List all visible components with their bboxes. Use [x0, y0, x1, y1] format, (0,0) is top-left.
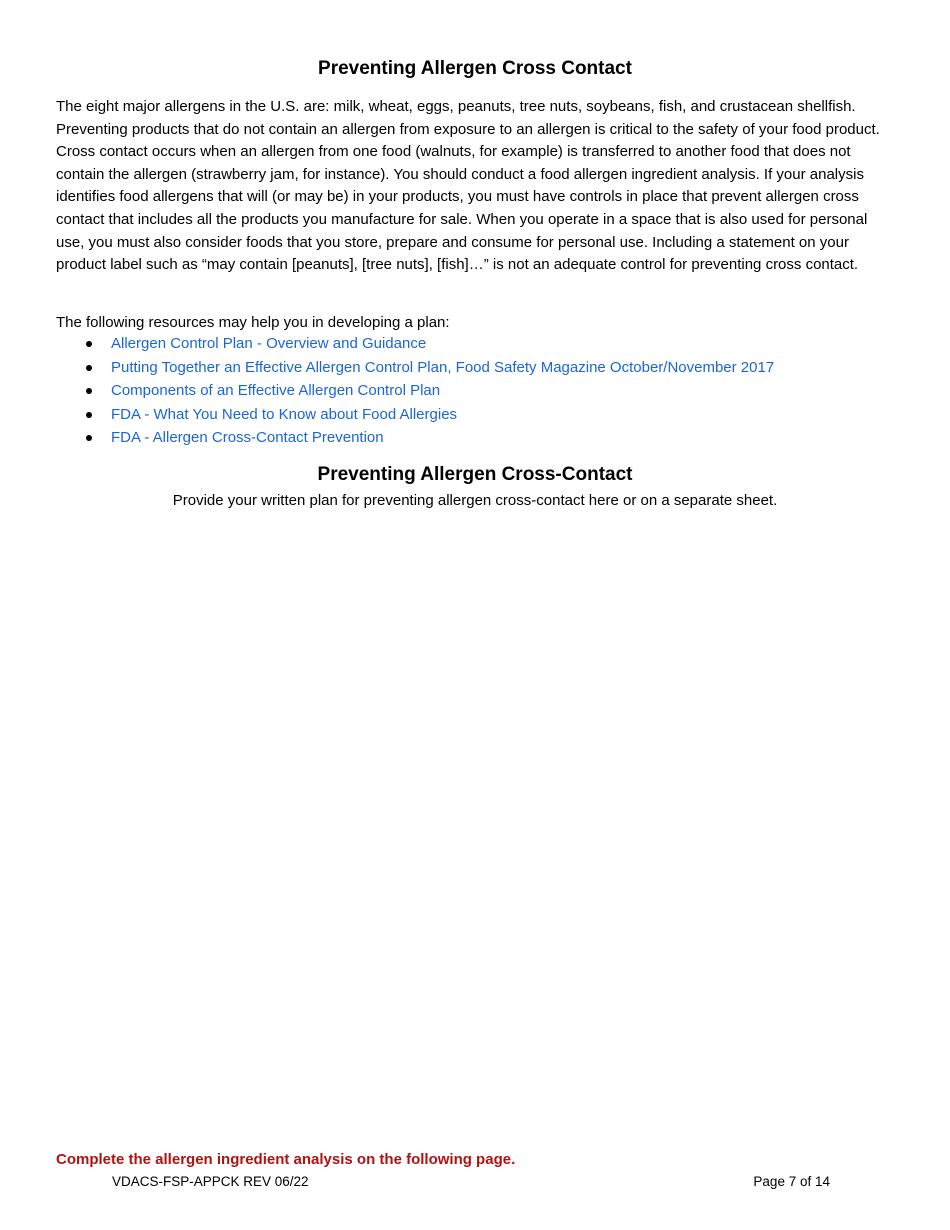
bullet-icon — [86, 365, 92, 371]
page-number: Page 7 of 14 — [753, 1174, 830, 1189]
resource-link-fda-food-allergies[interactable]: FDA - What You Need to Know about Food Allergies — [111, 405, 458, 423]
intro-paragraph: The eight major allergens in the U.S. are: milk, wheat, eggs, peanuts, tree nuts, soybeans, fish, and crustacean shellfish. Preventing products that do not contain an allergen from exposure to an allergen is critical to the safety of your food product. Cross contact occurs when an allergen from one food (walnuts, for example) is transferred to another food that does not contain the allergen (strawberry jam, for instance). You should conduct a food allergen ingredient analysis. If your analysis identifies food allergens that will (or may be) in your products, you must have controls in place that prevent allergen cross contact that includes all the products you manufacture for sale. When you operate in a space that is also used for personal use, you must also consider foods that you store, prepare and consume for personal use. Including a statement on your product label such as “may contain [peanuts], [tree nuts], [fish]…” is not an adequate control for preventing cross contact. — [56, 98, 880, 274]
footer-note: Complete the allergen ingredient analysis on the following page. — [56, 1151, 516, 1168]
page-title: Preventing Allergen Cross Contact — [318, 58, 632, 79]
bullet-icon — [86, 388, 92, 394]
plan-instruction: Provide your written plan for preventing allergen cross-contact here or on a separate sheet. — [172, 492, 778, 509]
plan-section-title: Preventing Allergen Cross-Contact — [317, 464, 633, 485]
resources-lead: The following resources may help you in developing a plan: — [56, 314, 450, 331]
bullet-icon — [86, 435, 92, 441]
list-item — [56, 379, 774, 403]
list-item — [56, 332, 774, 356]
resource-link-fda-cross-contact[interactable]: FDA - Allergen Cross-Contact Prevention — [111, 429, 384, 447]
resource-link-food-safety-magazine[interactable]: Putting Together an Effective Allergen Control Plan, Food Safety Magazine October/November 2017 — [111, 358, 775, 376]
resource-link-allergen-control-plan[interactable]: Allergen Control Plan - Overview and Guidance — [111, 335, 427, 352]
resource-list — [56, 332, 774, 450]
form-code: VDACS-FSP-APPCK REV 06/22 — [112, 1174, 309, 1189]
list-item — [56, 403, 774, 427]
bullet-icon — [86, 341, 92, 347]
list-item — [56, 426, 774, 450]
resource-link-components[interactable]: Components of an Effective Allergen Control Plan — [111, 382, 441, 400]
list-item — [56, 356, 774, 380]
bullet-icon — [86, 412, 92, 418]
